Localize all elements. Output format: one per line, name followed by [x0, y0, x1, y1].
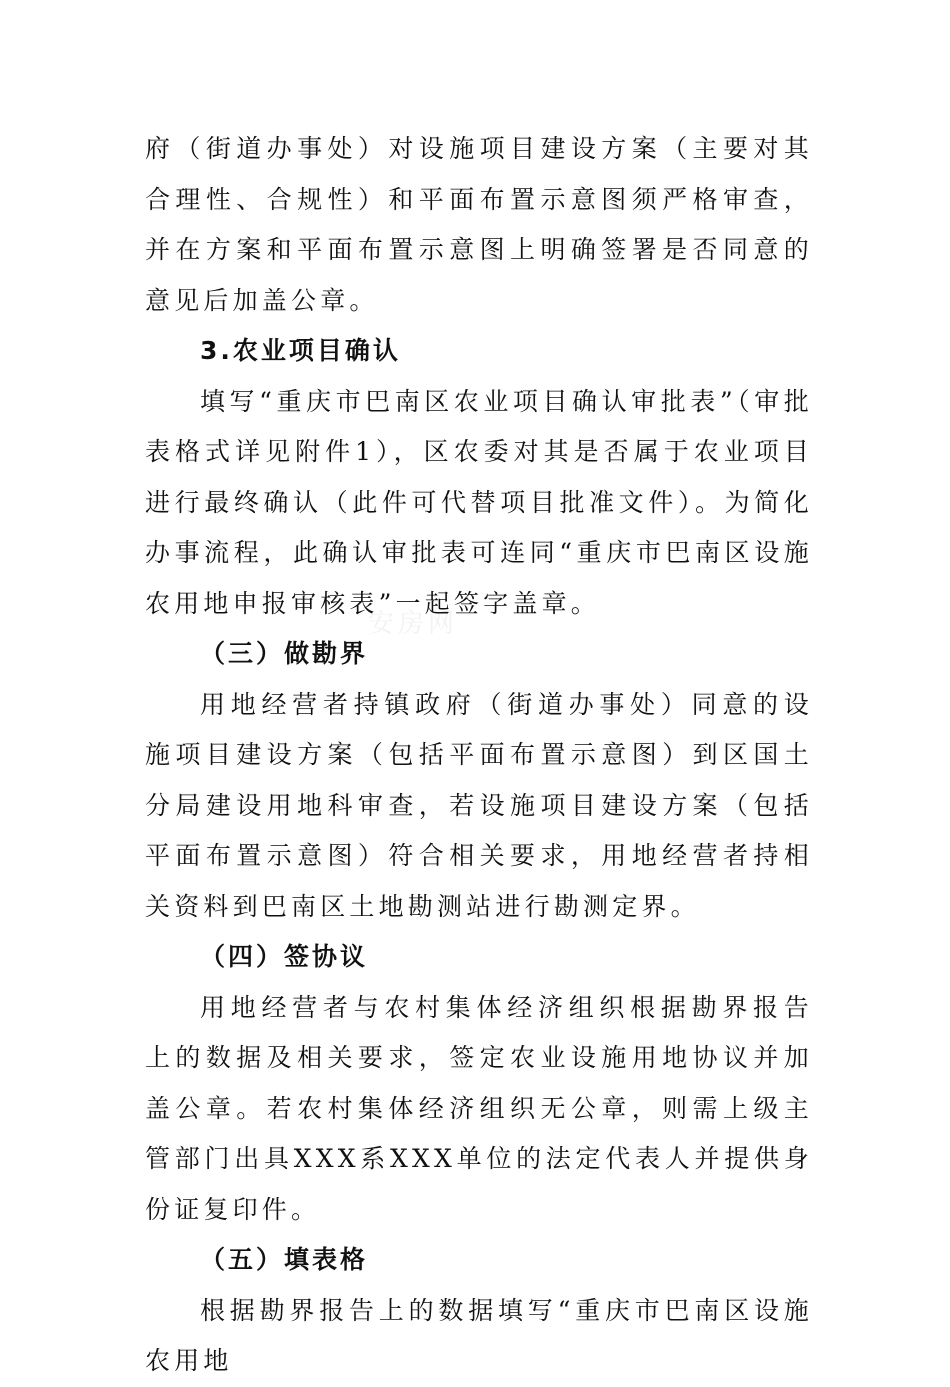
watermark: 安房网 — [368, 609, 459, 639]
paragraph-sign-agreement: 用地经营者与农村集体经济组织根据勘界报告上的数据及相关要求，签定农业设施用地协议并加盖公章。若农村集体经济组织无公章，则需上级主管部门出具XXX系XXX单位的法定代表人并提供身份证复印件。 — [145, 992, 813, 1224]
section-heading-fill-forms: （五）填表格 — [200, 1245, 369, 1274]
paragraph-boundary-survey: 用地经营者持镇政府（街道办事处）同意的设施项目建设方案（包括平面布置示意图）到区国土分局建设用地科审查，若设施项目建设方案（包括平面布置示意图）符合相关要求，用地经营者持相关资料到巴南区土地勘测站进行勘测定界。 — [145, 689, 813, 921]
paragraph-agricultural-project-confirmation: 填写“重庆市巴南区农业项目确认审批表”（审批表格式详见附件1），区农委对其是否属于农业项目进行最终确认（此件可代替项目批准文件）。为简化办事流程，此确认审批表可连同“重庆市巴南区设施农用地申报审核表”一起签字盖章。 — [145, 386, 813, 618]
section-heading-agricultural-project-confirmation: 3.农业项目确认 — [200, 336, 401, 365]
section-heading-sign-agreement: （四）签协议 — [200, 942, 369, 971]
document-body — [145, 124, 813, 1387]
section-heading-boundary-survey: （三）做勘界 — [200, 639, 369, 668]
paragraph-continued: 府（街道办事处）对设施项目建设方案（主要对其合理性、合规性）和平面布置示意图须严格审查，并在方案和平面布置示意图上明确签署是否同意的意见后加盖公章。 — [145, 134, 813, 315]
paragraph-fill-forms: 根据勘界报告上的数据填写“重庆市巴南区设施农用地 — [145, 1295, 813, 1375]
